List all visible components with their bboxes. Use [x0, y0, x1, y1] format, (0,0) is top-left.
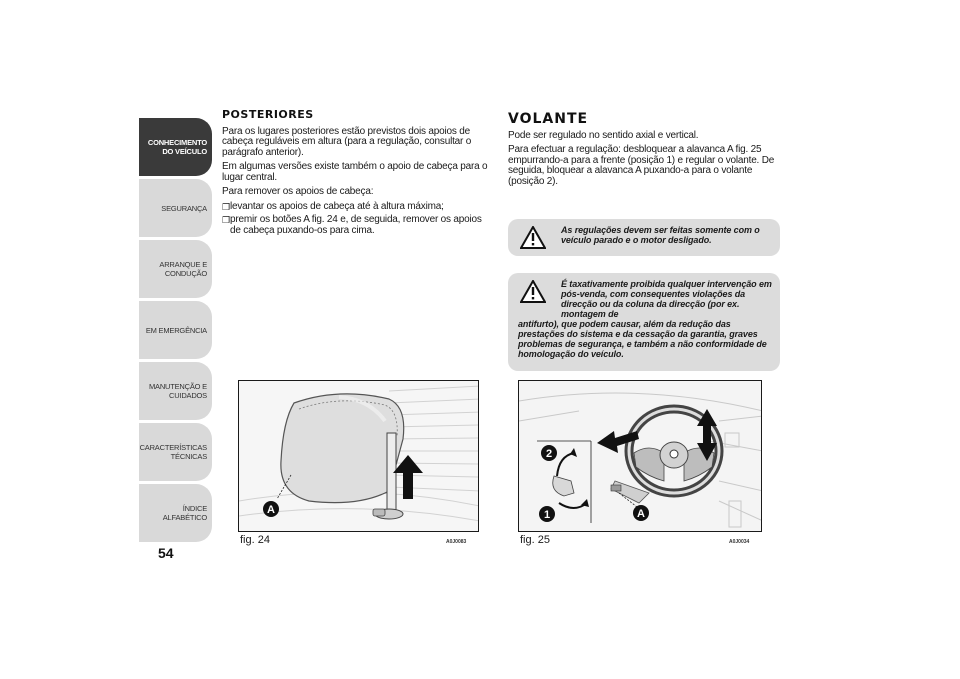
paragraph: Para os lugares posteriores estão previstos dois apoios de cabeça reguláveis em altura (para a regulação, consultar o parágrafo anterior).: [222, 125, 472, 158]
label-2: 2: [545, 448, 553, 460]
section-heading-volante: VOLANTE: [508, 111, 589, 127]
tab-conhecimento-do-veiculo[interactable]: CONHECIMENTO DO VEÍCULO: [139, 118, 212, 176]
volante-section: [508, 110, 780, 191]
list-item-text: levantar os apoios de cabeça até à altura máxima;: [230, 200, 444, 212]
figure-steering-wheel: [518, 380, 762, 532]
warning-text: antifurto), que podem causar, além da redução das prestações do sistema e da cessação da garantia, graves problemas de segurança, e também a não conformidade de homologação do veículo.: [518, 319, 767, 359]
warning-text: As regulações devem ser feitas somente com o veículo parado e o motor desligado.: [561, 225, 760, 245]
tab-seguranca[interactable]: SEGURANÇA: [139, 179, 212, 237]
figure-headrest: [238, 380, 479, 532]
label-a: A: [267, 504, 275, 516]
warning-box: [508, 273, 780, 371]
list-item: [222, 215, 490, 236]
chapter-sidebar: [139, 118, 212, 545]
list-item-text: premir os botões A fig. 24 e, de seguida, remover os apoios de cabeça puxando-os para cima.: [230, 214, 482, 236]
checkbox-bullet-icon: ❒: [222, 201, 230, 212]
page-number: 54: [158, 545, 174, 561]
warning-text: É taxativamente proibida qualquer intervenção em pós-venda, com consequentes violações da direcção ou da coluna da direcção (por ex. montagem de: [561, 279, 772, 319]
tab-caracteristicas-tecnicas[interactable]: CARACTERÍSTICAS TÉCNICAS: [139, 423, 212, 481]
steering-wheel-illustration: [519, 381, 762, 532]
tab-indice-alfabetico[interactable]: ÍNDICE ALFABÉTICO: [139, 484, 212, 542]
section-heading-posteriores: POSTERIORES: [222, 108, 314, 121]
warning-triangle-icon: [520, 280, 546, 303]
posteriores-section: [222, 110, 490, 239]
checkbox-bullet-icon: ❒: [222, 215, 230, 225]
tab-em-emergencia[interactable]: EM EMERGÊNCIA: [139, 301, 212, 359]
paragraph: Em algumas versões existe também o apoio de cabeça para o lugar central.: [222, 161, 488, 183]
warning-triangle-icon: [520, 226, 546, 249]
headrest-illustration: [239, 381, 479, 532]
paragraph: Pode ser regulado no sentido axial e vertical.: [508, 129, 699, 141]
figure-code: A0J0083: [446, 539, 467, 545]
figure-code: A0J0034: [729, 539, 750, 545]
paragraph: Para remover os apoios de cabeça:: [222, 186, 374, 197]
figure-caption: fig. 25: [520, 534, 550, 546]
label-a: A: [637, 508, 645, 520]
list-item: [222, 202, 490, 213]
warning-box: [508, 219, 780, 256]
tab-arranque-e-conducao[interactable]: ARRANQUE E CONDUÇÃO: [139, 240, 212, 298]
label-1: 1: [543, 509, 551, 521]
figure-caption: fig. 24: [240, 534, 270, 546]
tab-manutencao-e-cuidados[interactable]: MANUTENÇÃO E CUIDADOS: [139, 362, 212, 420]
paragraph: Para efectuar a regulação: desbloquear a alavanca A fig. 25 empurrando-a para a frente (posição 1) e regular o volante. De seguida, bloquear a alavanca A puxando-a para o volante (posição 2).: [508, 144, 775, 187]
